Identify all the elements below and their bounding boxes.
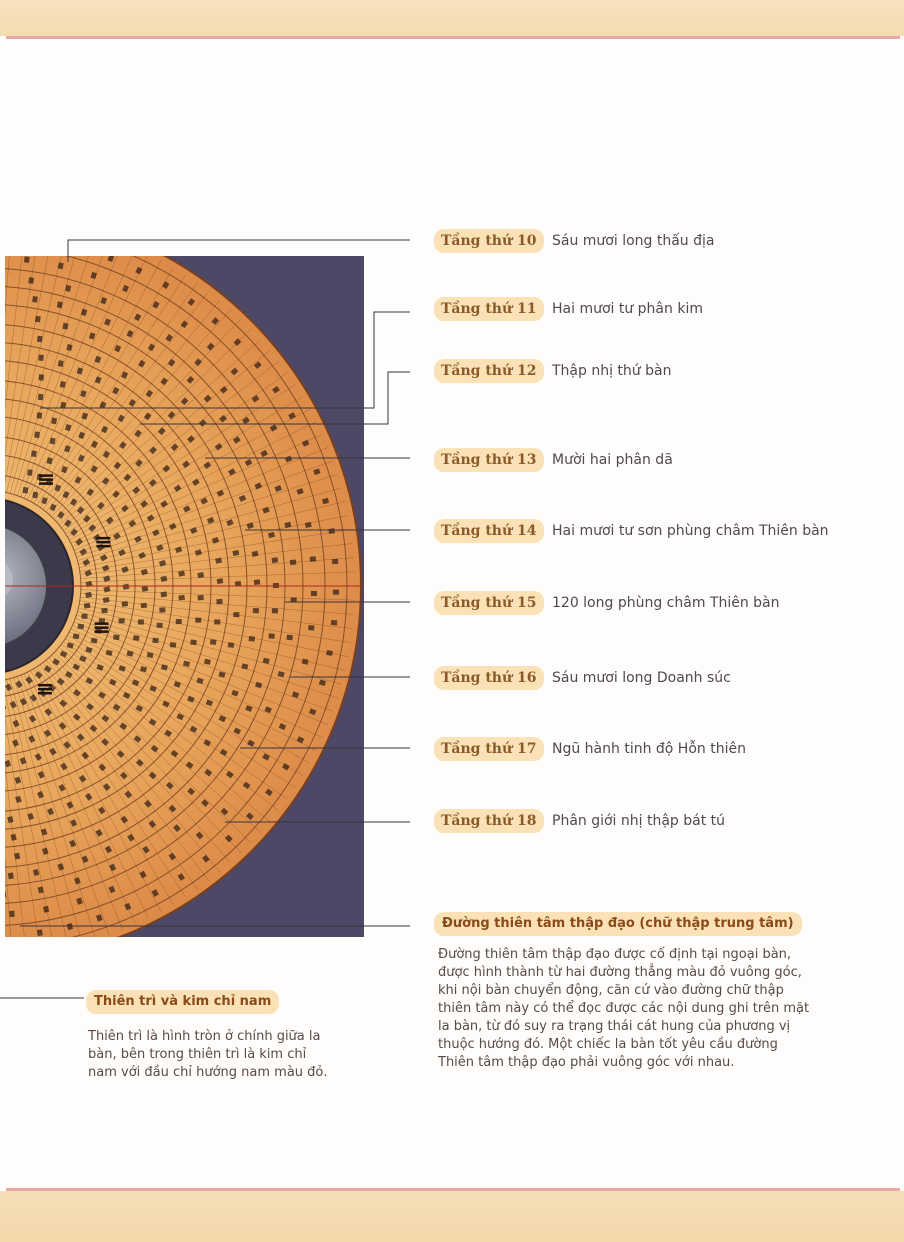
compass-glyph (82, 614, 88, 619)
layer-desc-11: Hai mươi tư phân kim (552, 301, 703, 317)
compass-glyph (24, 256, 30, 262)
compass-glyph (176, 619, 182, 624)
trigram-bar (38, 684, 52, 687)
compass-glyph (37, 336, 43, 342)
compass-glyph (28, 277, 34, 283)
compass-glyph (216, 599, 222, 604)
compass-glyph (268, 633, 274, 639)
compass-glyph (286, 635, 293, 641)
compass-glyph (35, 316, 41, 322)
top-decorative-band (0, 0, 904, 36)
top-pink-rule (6, 36, 900, 39)
compass-glyph (9, 911, 15, 917)
compass-glyph (37, 412, 43, 418)
trigram-bar (96, 537, 110, 540)
compass-glyph (178, 595, 185, 601)
compass-glyph (254, 579, 260, 585)
layer-label-16: Tầng thứ 16 (434, 666, 544, 690)
compass-glyph (38, 355, 44, 361)
layer-desc-18: Phân giới nhị thập bát tú (552, 813, 726, 829)
compass-glyph (8, 872, 14, 879)
compass-glyph (122, 601, 129, 607)
trigram-bar (39, 474, 53, 477)
compass-illustration (5, 256, 364, 937)
crosshair-body: Đường thiên tâm thập đạo được cố định tại ngoại bàn, được hình thành từ hai đường thẳng màu đỏ vuông góc, khi nội bàn chuyển động, căn cứ vào đường chữ thập thiên tâm này có thể đọc được các nội dung ghi trên mặt la bàn, từ đó suy ra trạng thái cát hung của phương vị thuộc hướng đó. Một chiếc la bàn tốt yêu cầu đường Thiên tâm thập đạo phải vuông góc với nhau. (438, 947, 810, 1070)
compass-glyph (138, 619, 144, 624)
layer-desc-10: Sáu mươi long thấu địa (552, 233, 715, 249)
compass-glyph (32, 296, 38, 302)
compass-glyph (233, 612, 239, 617)
compass-glyph (249, 636, 255, 642)
compass-glyph (159, 607, 165, 612)
layer-label-12: Tầng thứ 12 (434, 359, 544, 383)
trigram-bar (39, 482, 53, 485)
trigram-bar (38, 688, 52, 691)
compass-glyph (271, 557, 278, 563)
compass-glyph (170, 642, 177, 648)
compass-glyph (38, 374, 44, 380)
layer-label-10: Tầng thứ 10 (434, 229, 544, 253)
compass-glyph (160, 591, 167, 597)
compass-glyph (157, 623, 163, 628)
trigram-bar (95, 622, 109, 625)
compass-glyph (84, 603, 90, 609)
trigram-bar (96, 541, 110, 544)
compass-glyph (78, 624, 84, 630)
layer-label-18: Tầng thứ 18 (434, 809, 544, 833)
compass-glyph (23, 487, 29, 493)
compass-glyph (214, 619, 220, 624)
layer-label-15: Tầng thứ 15 (434, 591, 544, 615)
compass-glyph (228, 642, 235, 648)
compass-glyph (37, 929, 43, 936)
compass-glyph (310, 556, 316, 562)
compass-glyph (190, 639, 196, 645)
bottom-decorative-band (0, 1191, 904, 1242)
layer-desc-16: Sáu mươi long Doanh súc (552, 670, 731, 686)
compass-glyph (34, 431, 40, 437)
compass-glyph (197, 595, 203, 601)
trigram-bar (95, 630, 109, 633)
compass-glyph (291, 598, 297, 603)
layer-desc-14: Hai mươi tư sơn phùng châm Thiên bàn (552, 523, 829, 539)
compass-glyph (101, 608, 107, 613)
layer-desc-12: Thập nhị thứ bàn (552, 363, 672, 379)
layer-desc-17: Ngũ hành tinh độ Hỗn thiên (552, 741, 746, 757)
compass-glyph (311, 591, 317, 596)
compass-glyph (273, 583, 279, 588)
layer-label-17: Tầng thứ 17 (434, 737, 544, 761)
layer-desc-15: 120 long phùng châm Thiên bàn (552, 595, 780, 611)
crosshair-title: Đường thiên tâm thập đạo (chữ thập trung tâm) (434, 912, 802, 936)
compass-glyph (210, 639, 216, 645)
trigram-bar (38, 692, 52, 695)
layer-label-13: Tầng thứ 13 (434, 448, 544, 472)
trigram-bar (39, 478, 53, 481)
trigram-bar (95, 626, 109, 629)
compass-glyph (38, 394, 44, 400)
compass-glyph (141, 603, 147, 609)
compass-glyph (103, 597, 110, 603)
compass-glyph (331, 620, 337, 626)
compass-glyph (272, 608, 278, 613)
compass-glyph (332, 559, 338, 564)
compass-glyph (308, 625, 314, 631)
compass-glyph (217, 578, 224, 584)
compass-glyph (328, 528, 335, 534)
compass-glyph (133, 635, 139, 641)
compass-glyph (119, 618, 125, 623)
compass-glyph (113, 634, 120, 640)
compass-glyph (31, 451, 37, 457)
layer-desc-13: Mười hai phân dã (552, 452, 673, 468)
compass-glyph (27, 469, 33, 475)
layer-label-14: Tầng thứ 14 (434, 519, 544, 543)
luopan-compass-photo (5, 256, 364, 937)
trigram-bar (96, 545, 110, 548)
compass-glyph (333, 590, 339, 595)
compass-glyph (195, 618, 201, 623)
heaven-pool-body: Thiên trì là hình tròn ở chính giữa la bàn, bên trong thiên trì là kim chỉ nam với đầu chỉ hướng nam màu đỏ. (88, 1029, 328, 1080)
layer-label-11: Tầng thứ 11 (434, 297, 544, 321)
heaven-pool-title: Thiên trì và kim chỉ nam (86, 990, 279, 1014)
compass-glyph (290, 559, 297, 565)
compass-glyph (152, 638, 158, 644)
compass-glyph (253, 608, 259, 613)
